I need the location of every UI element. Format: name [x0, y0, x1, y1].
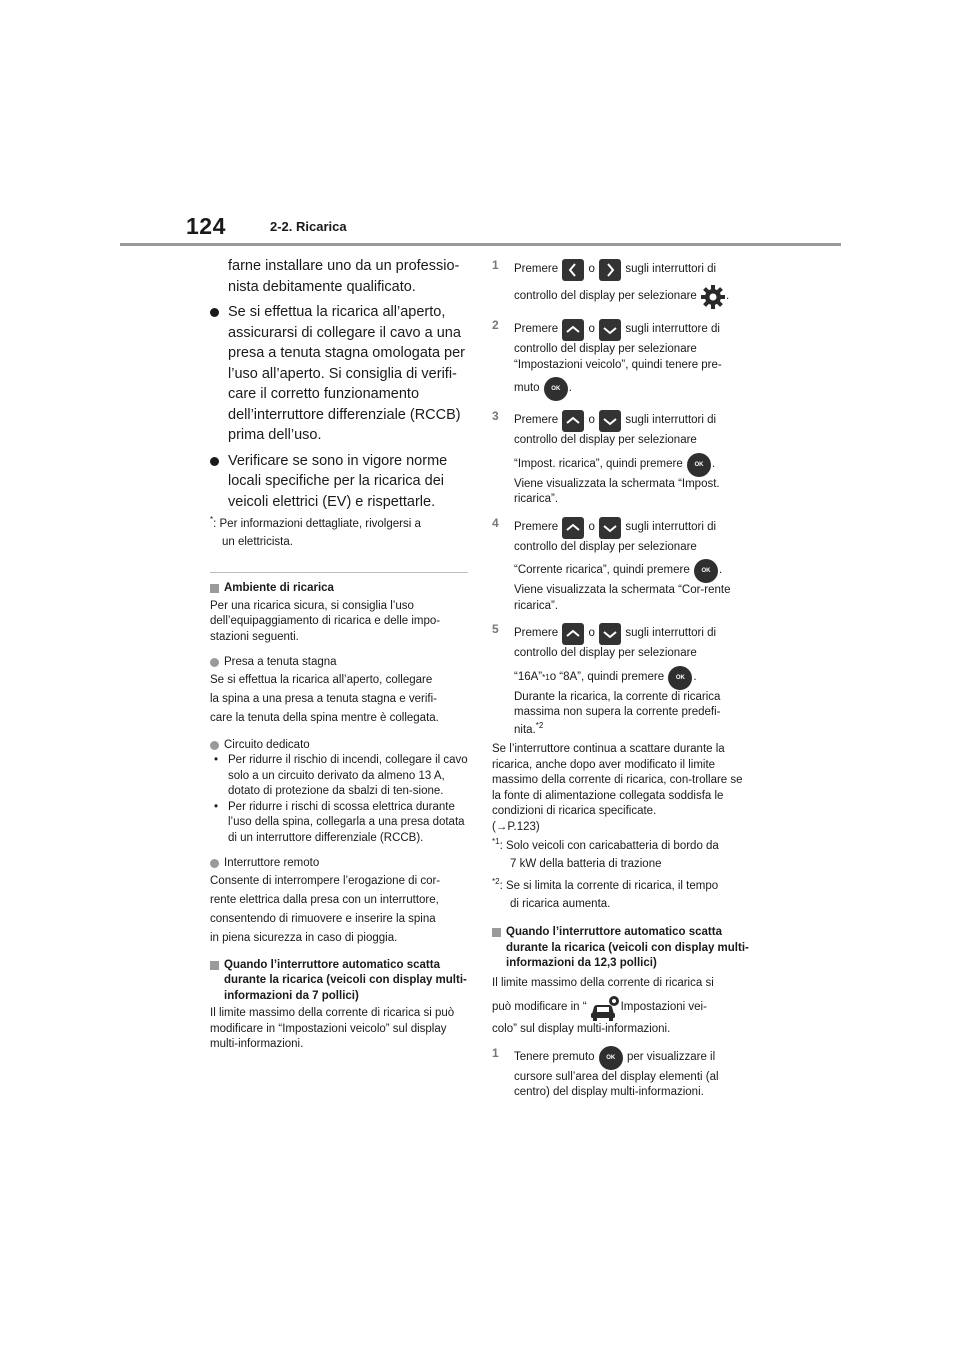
footnote-mark: *	[210, 515, 214, 525]
circle-bullet-icon	[210, 741, 219, 750]
step-2: 2 Premere o sugli interruttore di controllo del display per selezionare “Impostazioni veicolo”, quindi tenere pre- muto OK .	[492, 318, 750, 401]
paragraph: Il limite massimo della corrente di ricarica si può modificare in “Impostazioni veicolo” sul display multi-informazioni.	[210, 1007, 455, 1050]
text-line: farne installare uno da un professio-	[228, 258, 460, 274]
square-bullet-icon	[492, 928, 501, 937]
footnote	[210, 515, 468, 551]
text-line: un elettricista.	[222, 536, 293, 548]
step-4: 4 Premere o sugli interruttori di controllo del display per selezionare “Corrente ricarica”, quindi premere OK . Viene visualizzata la schermata “Cor-rente ricarica”.	[492, 515, 731, 612]
right-column	[492, 258, 750, 1101]
text-line: Se si effettua la ricarica all’aperto,	[228, 304, 446, 320]
paragraph: Se l’interruttore continua a scattare durante la ricarica, anche dopo aver modificato il limite massimo della corrente di ricarica, con-trollare se la fonte di alimentazione collegata soddisfa le condizioni di ricarica specificate.	[492, 743, 743, 817]
ok-button-icon: OK	[599, 1046, 623, 1070]
header-rule	[120, 243, 841, 246]
up-arrow-icon	[562, 410, 584, 432]
right-arrow-icon	[599, 259, 621, 281]
ok-button-icon: OK	[544, 377, 568, 401]
step-hold-ok: 1 Tenere premuto OK per visualizzare il cursore sull’area del display elementi (al centro) del display multi-informazioni.	[492, 1045, 719, 1098]
subheading-remote-switch: Interruttore remoto	[210, 856, 468, 872]
text-line: Verificare se sono in vigore norme	[228, 452, 448, 469]
continued-paragraph	[210, 256, 468, 297]
down-arrow-icon	[599, 319, 621, 341]
divider	[210, 572, 468, 573]
footnote-2: $^{*2}$: Se si limita la corrente di ricarica, il tempo di ricarica aumenta.	[492, 877, 719, 910]
page-number: 124	[186, 213, 226, 239]
ok-button-icon: OK	[687, 453, 711, 477]
bullet-local-rules	[210, 451, 468, 513]
text-line: veicoli elettrici (EV) e rispettarle.	[228, 493, 436, 510]
paragraph: Il limite massimo della corrente di ricarica si può modificare in “ Impostazioni vei- colo” sul display multi-informazioni.	[492, 976, 714, 1035]
square-bullet-icon	[210, 961, 219, 970]
step-5: 5 Premere o sugli interruttori di controllo del display per selezionare “16A” *1 o “8A”, quindi premere OK . Durante la ricarica, la corrente di ricarica massima non supera la corrente predefi- nita.$^{*2}$	[492, 622, 721, 736]
text-line: dell’interruttore differenziale (RCCB)	[228, 406, 461, 423]
left-column	[210, 256, 468, 1053]
text-line: : Per informazioni dettagliate, rivolgersi a	[213, 518, 421, 530]
text-line: nista debitamente qualificato.	[228, 278, 416, 295]
gear-icon	[700, 284, 726, 310]
text-line: presa a tenuta stagna omologata per	[228, 345, 465, 361]
text-line: care il corretto funzionamento	[228, 386, 420, 402]
up-arrow-icon	[562, 319, 584, 341]
subheading-weatherproof-socket: Presa a tenuta stagna	[210, 655, 468, 671]
heading-charging-environment: Ambiente di ricarica	[210, 581, 468, 597]
heading-breaker-12inch: Quando l’interruttore automatico scatta durante la ricarica (veicoli con display multi-informazioni da 12,3 pollici)	[492, 925, 750, 972]
step-1: 1 Premere o sugli interruttori di controllo del display per selezionare .	[492, 258, 750, 310]
dash-item: • Per ridurre i rischi di scossa elettrica durante l’uso della spina, collegarla a una presa dotata di un interruttore differenziale (RCCB).	[214, 800, 465, 844]
section-title: 2-2. Ricarica	[270, 219, 347, 234]
dash-item: • Per ridurre il rischio di incendi, collegare il cavo solo a un circuito derivato da almeno 13 A, dotato di protezione da sbalzi di ten-sione.	[214, 754, 468, 797]
left-arrow-icon	[562, 259, 584, 281]
up-arrow-icon	[562, 517, 584, 539]
ok-button-icon: OK	[668, 666, 692, 690]
page-reference[interactable]: (→P.123)	[492, 820, 540, 833]
bullet-dot-icon	[210, 308, 219, 317]
subheading-dedicated-circuit: Circuito dedicato	[210, 738, 468, 754]
down-arrow-icon	[599, 623, 621, 645]
down-arrow-icon	[599, 410, 621, 432]
text-line: l’uso all’aperto. Si consiglia di verifi-	[228, 365, 457, 382]
square-bullet-icon	[210, 584, 219, 593]
step-3: 3 Premere o sugli interruttori di controllo del display per selezionare “Impost. ricarica”, quindi premere OK . Viene visualizzata la schermata “Impost. ricarica”.	[492, 409, 720, 505]
bullet-dot-icon	[210, 457, 219, 466]
paragraph: Se si effettua la ricarica all’aperto, collegare la spina a una presa a tenuta stagna e verifi- care la tenuta della spina mentre è collegata.	[210, 673, 439, 724]
text-line: assicurarsi di collegare il cavo a una	[228, 324, 461, 341]
paragraph: Per una ricarica sicura, si consiglia l’uso dell’equipaggiamento di ricarica e delle impo-stazioni seguenti.	[210, 599, 441, 643]
footnote-1: $^{*1}$: Solo veicoli con caricabatteria di bordo da 7 kW della batteria di trazione	[492, 837, 719, 870]
text-line: prima dell’uso.	[228, 427, 322, 443]
paragraph: Consente di interrompere l’erogazione di cor- rente elettrica dalla presa con un interruttore, consentendo di rimuovere e inserire la spina in piena sicurezza in caso di pioggia.	[210, 874, 441, 944]
down-arrow-icon	[599, 517, 621, 539]
up-arrow-icon	[562, 623, 584, 645]
bullet-outdoor	[210, 302, 468, 446]
text-line: locali specifiche per la ricarica dei	[228, 473, 444, 489]
circle-bullet-icon	[210, 658, 219, 667]
car-settings-icon	[587, 994, 621, 1022]
heading-breaker-7inch: Quando l’interruttore automatico scatta durante la ricarica (veicoli con display multi-informazioni da 7 pollici)	[210, 958, 468, 1005]
circle-bullet-icon	[210, 859, 219, 868]
ok-button-icon: OK	[694, 559, 718, 583]
